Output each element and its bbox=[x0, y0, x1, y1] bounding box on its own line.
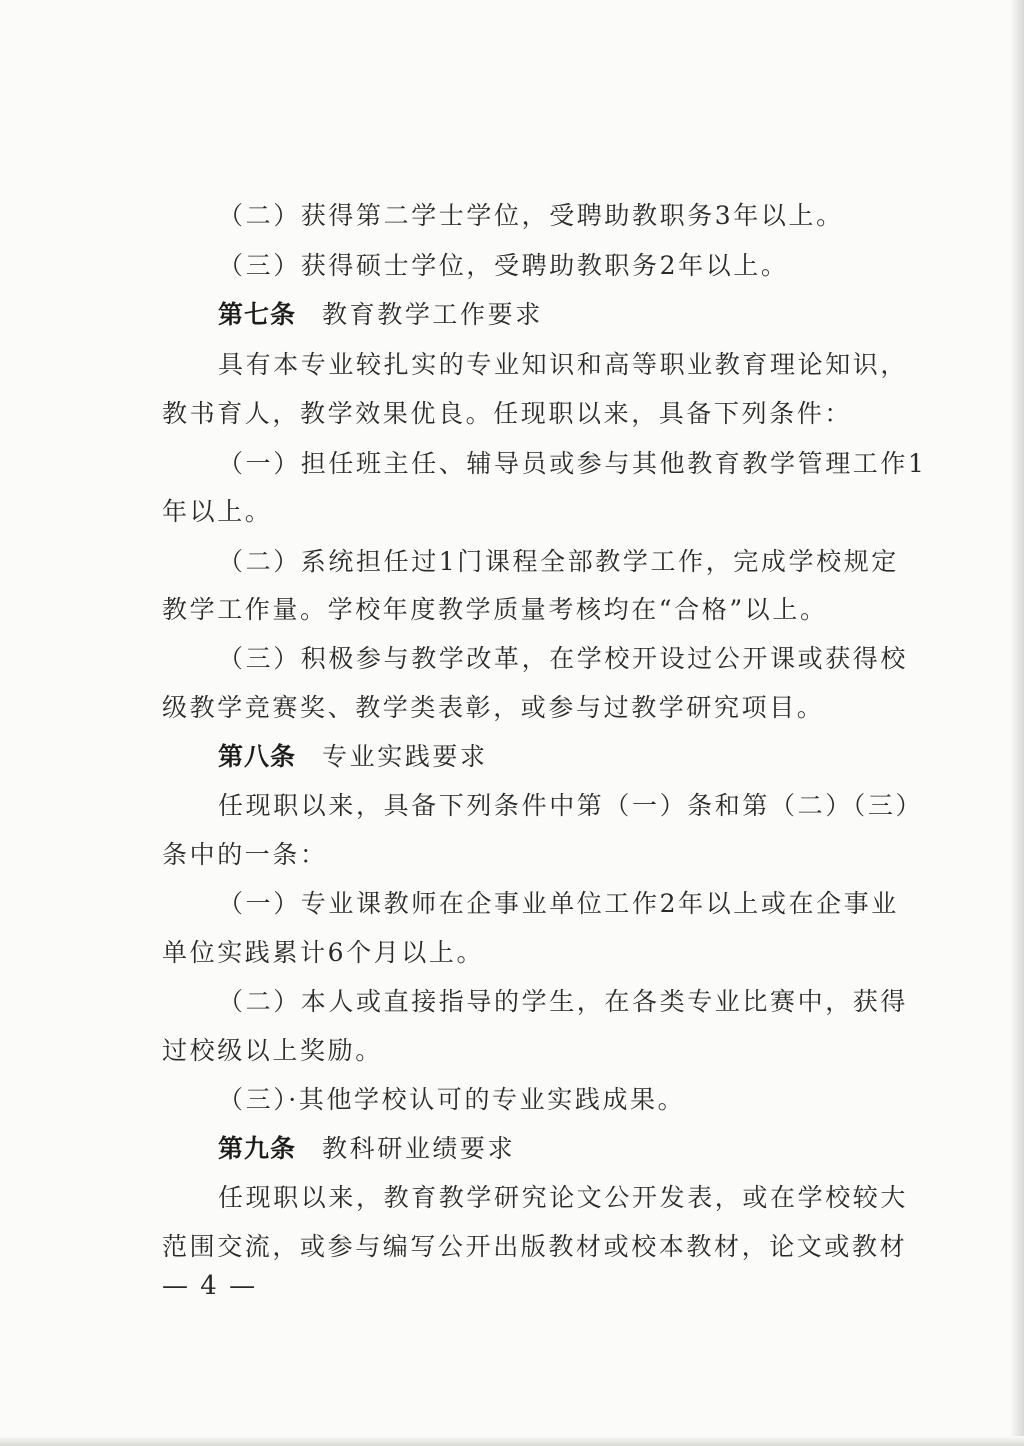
paragraph-line bbox=[0, 1223, 1024, 1271]
paragraph-line bbox=[0, 782, 1024, 830]
line-text: 教学工作量。学校年度教学质量考核均在“合格”以上。 bbox=[162, 595, 828, 624]
line-text: 单位实践累计6个月以上。 bbox=[162, 938, 485, 967]
line-text: （一）专业课教师在企事业单位工作2年以上或在企事业 bbox=[218, 889, 899, 918]
paragraph-line bbox=[0, 684, 1024, 732]
line-text: （二）系统担任过1门课程全部教学工作，完成学校规定 bbox=[218, 547, 899, 576]
line-text: 过校级以上奖励。 bbox=[162, 1036, 383, 1065]
paragraph-line bbox=[0, 488, 1024, 536]
line-text: （一）担任班主任、辅导员或参与其他教育教学管理工作1 bbox=[218, 449, 927, 478]
paragraph-line bbox=[0, 440, 1024, 488]
paragraph-line bbox=[0, 978, 1024, 1026]
paragraph-line bbox=[0, 1076, 1024, 1124]
paragraph-line bbox=[0, 586, 1024, 634]
paragraph-line bbox=[0, 390, 1024, 438]
scan-edge-bottom bbox=[0, 1436, 1024, 1446]
paragraph-line bbox=[0, 242, 1024, 290]
paragraph-line bbox=[0, 929, 1024, 977]
line-text: 级教学竞赛奖、教学类表彰，或参与过教学研究项目。 bbox=[162, 693, 825, 722]
paragraph-line bbox=[0, 880, 1024, 928]
paragraph-line bbox=[0, 1027, 1024, 1075]
line-text: 条中的一条： bbox=[162, 840, 328, 869]
article-heading-7 bbox=[0, 291, 1024, 339]
line-text: 教书育人，教学效果优良。任现职以来，具备下列条件： bbox=[162, 399, 853, 428]
line-text: 年以上。 bbox=[162, 497, 273, 526]
line-text: （二）获得第二学士学位，受聘助教职务3年以上。 bbox=[218, 201, 844, 230]
paragraph-line bbox=[0, 831, 1024, 879]
page-number: — 4 — bbox=[162, 1271, 258, 1301]
line-text: 任现职以来，具备下列条件中第（一）条和第（二）（三） bbox=[218, 791, 924, 820]
article-heading-text: 教育教学工作要求 bbox=[322, 300, 543, 329]
article-title: 第九条 bbox=[218, 1134, 297, 1163]
line-text: 具有本专业较扎实的专业知识和高等职业教育理论知识， bbox=[218, 350, 909, 379]
article-heading-text: 教科研业绩要求 bbox=[322, 1134, 516, 1163]
paragraph-line bbox=[0, 1174, 1024, 1222]
line-text: （三）·其他学校认可的专业实践成果。 bbox=[218, 1085, 686, 1114]
article-title: 第七条 bbox=[218, 300, 297, 329]
line-text: 范围交流，或参与编写公开出版教材或校本教材，论文或教材 bbox=[162, 1232, 908, 1261]
line-text: （二）本人或直接指导的学生，在各类专业比赛中，获得 bbox=[218, 987, 909, 1016]
article-heading-9 bbox=[0, 1125, 1024, 1173]
line-text: （三）积极参与教学改革，在学校开设过公开课或获得校 bbox=[218, 644, 909, 673]
line-text: 任现职以来，教育教学研究论文公开发表，或在学校较大 bbox=[218, 1183, 909, 1212]
paragraph-line bbox=[0, 635, 1024, 683]
article-title: 第八条 bbox=[218, 742, 297, 771]
paragraph-line bbox=[0, 192, 1024, 240]
paragraph-line bbox=[0, 538, 1024, 586]
article-heading-8 bbox=[0, 733, 1024, 781]
article-heading-text: 专业实践要求 bbox=[322, 742, 488, 771]
paragraph-line bbox=[0, 341, 1024, 389]
line-text: （三）获得硕士学位，受聘助教职务2年以上。 bbox=[218, 251, 789, 280]
